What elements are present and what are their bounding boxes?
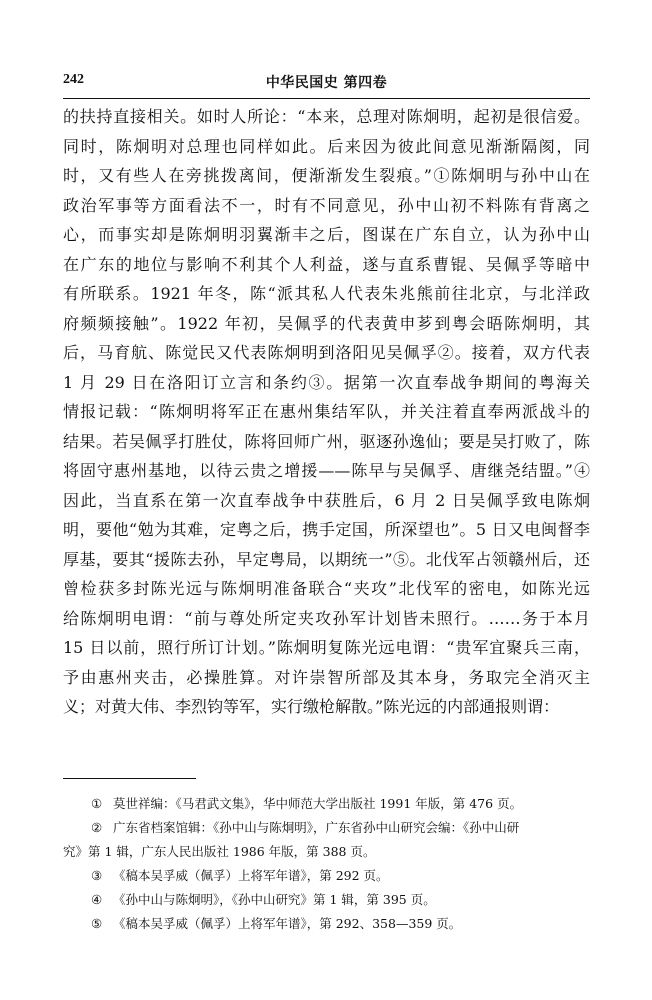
body-line: 的扶持直接相关。如时人所论：“本来，总理对陈炯明，起初是很信爱。 [63,107,590,126]
body-line: 有所联系。1921 年冬，陈“派其私人代表朱兆熊前往北京，与北洋政 [63,284,590,303]
body-line: 曾检获多封陈光远与陈炯明准备联合“夹攻”北伐军的密电，如陈光远 [63,579,590,598]
page-number: 242 [63,72,84,87]
footnote-2 [63,816,590,840]
body-line: 在广东的地位与影响不利其个人利益，遂与直系曹锟、吴佩孚等暗中 [63,254,590,274]
footnote-text: 《稿本吴孚威（佩孚）上将军年谱》，第 292、358—359 页。 [113,916,462,931]
body-line: 将固守惠州基地，以待云贵之增援——陈早与吴佩孚、唐继尧结盟。”④ [63,461,590,480]
body-line: 因此，当直系在第一次直奉战争中获胜后，6 月 2 日吴佩孚致电陈炯 [63,490,590,510]
header-rule [63,98,590,99]
body-line: 结果。若吴佩孚打胜仗，陈将回师广州，驱逐孙逸仙；要是吴打败了，陈 [63,431,590,451]
body-line: 后，马育航、陈觉民又代表陈炯明到洛阳见吴佩孚②。接着，双方代表 [63,343,590,362]
footnotes [63,792,590,936]
footnote-text: 莫世祥编：《马君武文集》，华中师范大学出版社 1991 年版，第 476 页。 [113,796,523,811]
body-line: 政治军事等方面看法不一，时有不同意见，孙中山初不料陈有背离之 [63,195,590,215]
body-line: 同时，陈炯明对总理也同样如此。后来因为彼此间意见渐渐隔阂，同 [63,136,590,156]
footnote-4 [63,888,590,912]
footnote-text: 究》第 1 辑，广东人民出版社 1986 年版，第 388 页。 [63,844,376,859]
footnote-rule [63,778,196,779]
body-line: 时，又有些人在旁挑拨离间，便渐渐发生裂痕。”①陈炯明与孙中山在 [63,166,590,185]
body-line: 情报记载：“陈炯明将军正在惠州集结军队，并关注着直奉两派战斗的 [63,402,590,421]
footnote-marker: ② [91,820,103,835]
footnote-text: 《稿本吴孚威（佩孚）上将军年谱》，第 292 页。 [113,868,389,883]
body-line: 厚基，要其“援陈去孙，早定粤局，以期统一”⑤。北伐军占领赣州后，还 [63,549,590,569]
footnote-marker: ④ [91,892,103,907]
footnote-text: 广东省档案馆辑：《孙中山与陈炯明》，广东省孙中山研究会编：《孙中山研 [113,820,520,835]
footnote-marker: ⑤ [91,916,103,931]
footnote-marker: ③ [91,868,103,883]
footnote-text: 《孙中山与陈炯明》，《孙中山研究》第 1 辑，第 395 页。 [113,892,436,907]
body-line: 心，而事实却是陈炯明羽翼渐丰之后，图谋在广东自立，认为孙中山 [63,225,590,244]
page-header [63,72,590,92]
body-line: 义；对黄大伟、李烈钧等军，实行缴枪解散。”陈光远的内部通报则谓： [63,697,560,716]
body-text [63,102,590,722]
body-line: 明，要他“勉为其难，定粤之后，携手定国，所深望也”。5 日又电闽督李 [63,520,590,539]
footnote-5 [63,912,590,936]
body-line: 予由惠州夹击，必操胜算。对许崇智所部及其本身，务取完全消灭主 [63,667,590,687]
footnote-marker: ① [91,796,103,811]
running-title: 中华民国史 第四卷 [265,75,388,91]
footnote-3 [63,864,590,888]
body-line: 给陈炯明电谓：“前与尊处所定夹攻孙军计划皆未照行。……务于本月 [63,608,590,628]
footnote-2-continued [63,840,590,864]
footnote-1 [63,792,590,816]
body-line: 15 日以前，照行所订计划。”陈炯明复陈光远电谓：“贵军宜聚兵三南， [63,638,590,657]
body-line: 府频频接触”。1922 年初，吴佩孚的代表黄申芗到粤会晤陈炯明，其 [63,313,590,333]
body-line: 1 月 29 日在洛阳订立言和条约③。据第一次直奉战争期间的粤海关 [63,372,590,392]
